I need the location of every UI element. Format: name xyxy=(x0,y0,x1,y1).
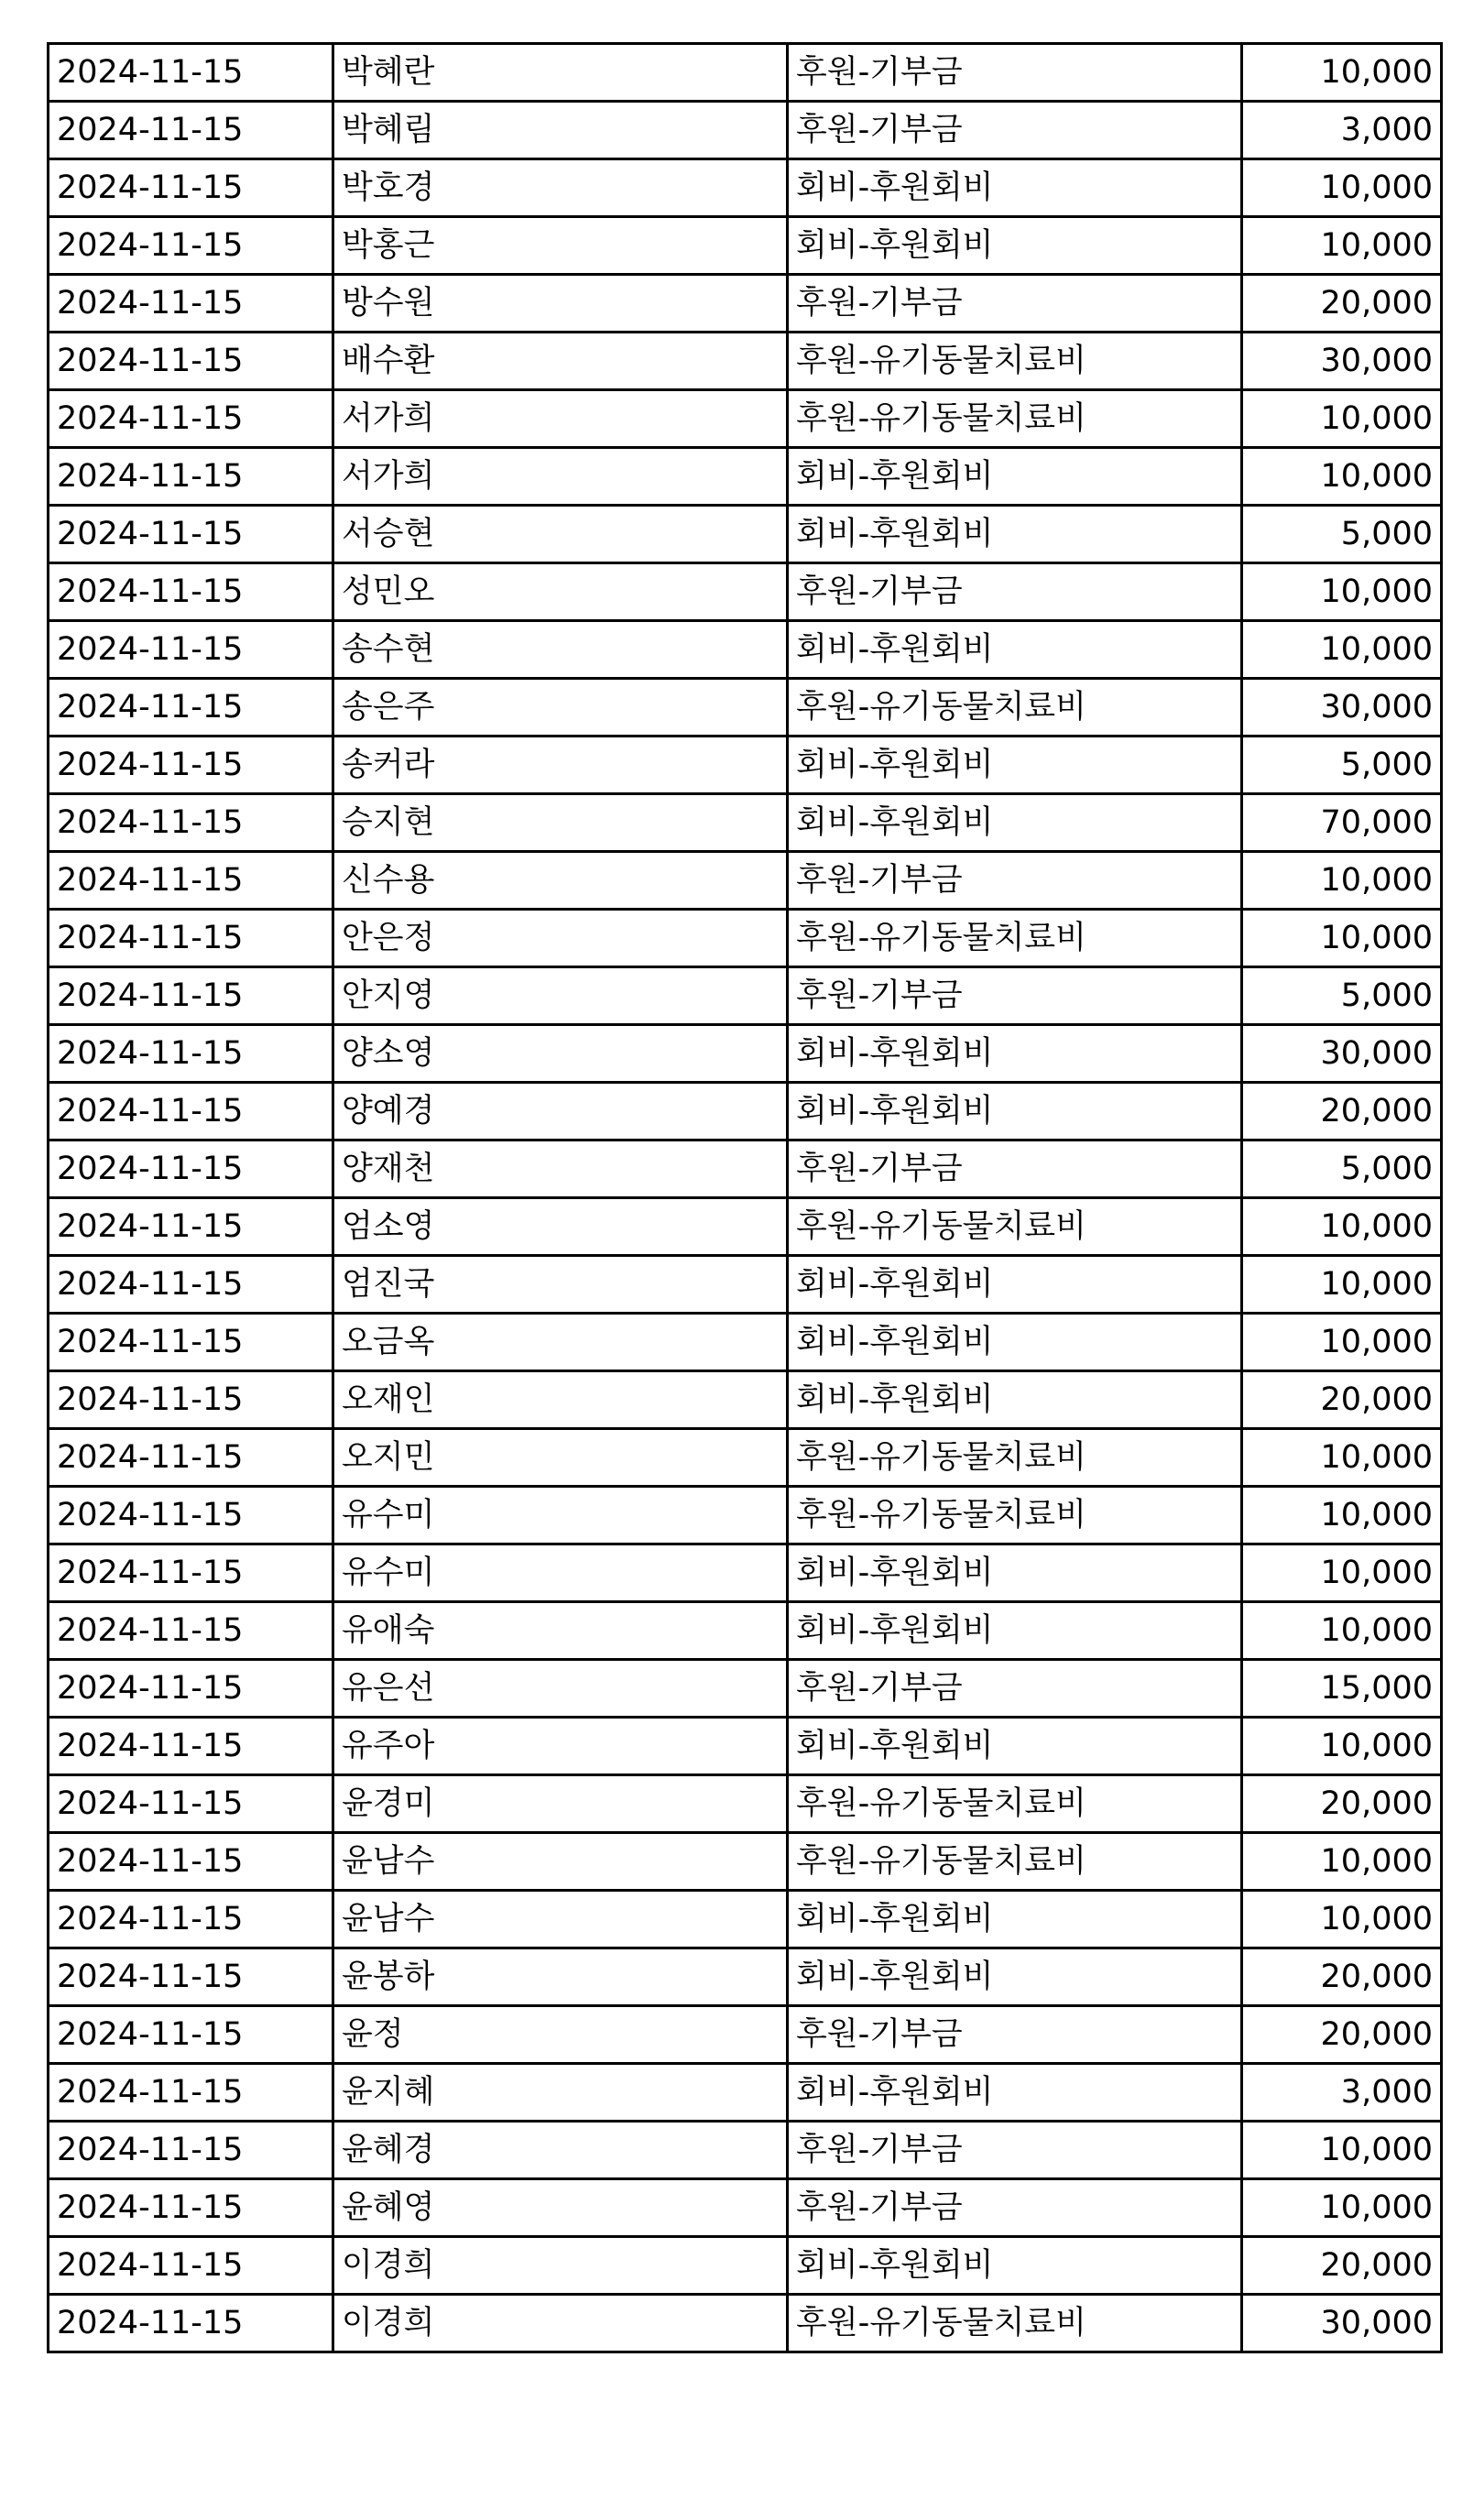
donor-name-cell: 송커라 xyxy=(333,737,788,794)
donor-name-cell: 오금옥 xyxy=(333,1314,788,1371)
donor-name-cell: 서승현 xyxy=(333,506,788,563)
date-cell: 2024-11-15 xyxy=(49,390,333,448)
amount-cell: 20,000 xyxy=(1242,1948,1442,2006)
category-cell: 회비-후원회비 xyxy=(788,448,1242,506)
date-cell: 2024-11-15 xyxy=(49,679,333,737)
amount-cell: 20,000 xyxy=(1242,2237,1442,2295)
category-cell: 회비-후원회비 xyxy=(788,217,1242,275)
donor-name-cell: 윤남수 xyxy=(333,1833,788,1891)
donor-name-cell: 윤정 xyxy=(333,2006,788,2064)
amount-cell: 10,000 xyxy=(1242,44,1442,102)
date-cell: 2024-11-15 xyxy=(49,621,333,679)
amount-cell: 70,000 xyxy=(1242,794,1442,852)
category-cell: 회비-후원회비 xyxy=(788,1718,1242,1775)
date-cell: 2024-11-15 xyxy=(49,1429,333,1487)
amount-cell: 10,000 xyxy=(1242,2179,1442,2237)
category-cell: 후원-기부금 xyxy=(788,44,1242,102)
table-row xyxy=(49,1314,1442,1371)
amount-cell: 5,000 xyxy=(1242,967,1442,1025)
category-cell: 후원-유기동물치료비 xyxy=(788,1775,1242,1833)
donor-name-cell: 유수미 xyxy=(333,1544,788,1602)
donor-name-cell: 박홍근 xyxy=(333,217,788,275)
amount-cell: 10,000 xyxy=(1242,852,1442,910)
date-cell: 2024-11-15 xyxy=(49,910,333,967)
date-cell: 2024-11-15 xyxy=(49,506,333,563)
date-cell: 2024-11-15 xyxy=(49,1487,333,1544)
date-cell: 2024-11-15 xyxy=(49,1948,333,2006)
amount-cell: 3,000 xyxy=(1242,102,1442,159)
donor-name-cell: 윤봉하 xyxy=(333,1948,788,2006)
table-row xyxy=(49,679,1442,737)
amount-cell: 30,000 xyxy=(1242,1025,1442,1083)
category-cell: 후원-유기동물치료비 xyxy=(788,390,1242,448)
category-cell: 후원-유기동물치료비 xyxy=(788,2295,1242,2352)
table-row xyxy=(49,1775,1442,1833)
amount-cell: 10,000 xyxy=(1242,563,1442,621)
category-cell: 회비-후원회비 xyxy=(788,1544,1242,1602)
amount-cell: 10,000 xyxy=(1242,390,1442,448)
table-row xyxy=(49,1371,1442,1429)
donor-name-cell: 오지민 xyxy=(333,1429,788,1487)
donor-name-cell: 서가희 xyxy=(333,448,788,506)
donor-name-cell: 박혜란 xyxy=(333,44,788,102)
donor-name-cell: 승지현 xyxy=(333,794,788,852)
amount-cell: 15,000 xyxy=(1242,1660,1442,1718)
category-cell: 회비-후원회비 xyxy=(788,1025,1242,1083)
table-row xyxy=(49,1948,1442,2006)
amount-cell: 30,000 xyxy=(1242,333,1442,390)
table-row xyxy=(49,1602,1442,1660)
amount-cell: 10,000 xyxy=(1242,621,1442,679)
category-cell: 회비-후원회비 xyxy=(788,1083,1242,1140)
donor-name-cell: 윤혜경 xyxy=(333,2122,788,2179)
table-row xyxy=(49,1891,1442,1948)
donor-name-cell: 배수환 xyxy=(333,333,788,390)
amount-cell: 10,000 xyxy=(1242,1429,1442,1487)
table-row xyxy=(49,44,1442,102)
donor-name-cell: 윤남수 xyxy=(333,1891,788,1948)
donor-name-cell: 윤혜영 xyxy=(333,2179,788,2237)
table-row xyxy=(49,448,1442,506)
amount-cell: 10,000 xyxy=(1242,217,1442,275)
donor-name-cell: 이경희 xyxy=(333,2237,788,2295)
table-row xyxy=(49,217,1442,275)
category-cell: 회비-후원회비 xyxy=(788,159,1242,217)
table-row xyxy=(49,2122,1442,2179)
category-cell: 회비-후원회비 xyxy=(788,2064,1242,2122)
table-row xyxy=(49,1487,1442,1544)
date-cell: 2024-11-15 xyxy=(49,333,333,390)
table-row xyxy=(49,2295,1442,2352)
table-row xyxy=(49,910,1442,967)
category-cell: 후원-기부금 xyxy=(788,2006,1242,2064)
donor-name-cell: 양예경 xyxy=(333,1083,788,1140)
amount-cell: 3,000 xyxy=(1242,2064,1442,2122)
amount-cell: 10,000 xyxy=(1242,1198,1442,1256)
date-cell: 2024-11-15 xyxy=(49,44,333,102)
table-row xyxy=(49,852,1442,910)
category-cell: 회비-후원회비 xyxy=(788,1256,1242,1314)
amount-cell: 30,000 xyxy=(1242,679,1442,737)
table-row xyxy=(49,621,1442,679)
category-cell: 후원-유기동물치료비 xyxy=(788,910,1242,967)
amount-cell: 20,000 xyxy=(1242,2006,1442,2064)
date-cell: 2024-11-15 xyxy=(49,448,333,506)
amount-cell: 10,000 xyxy=(1242,910,1442,967)
date-cell: 2024-11-15 xyxy=(49,563,333,621)
table-row xyxy=(49,275,1442,333)
donor-name-cell: 송수현 xyxy=(333,621,788,679)
donor-name-cell: 신수용 xyxy=(333,852,788,910)
category-cell: 회비-후원회비 xyxy=(788,1948,1242,2006)
table-row xyxy=(49,1083,1442,1140)
amount-cell: 20,000 xyxy=(1242,1775,1442,1833)
category-cell: 후원-유기동물치료비 xyxy=(788,1833,1242,1891)
table-row xyxy=(49,1140,1442,1198)
category-cell: 회비-후원회비 xyxy=(788,794,1242,852)
amount-cell: 10,000 xyxy=(1242,1487,1442,1544)
category-cell: 회비-후원회비 xyxy=(788,621,1242,679)
date-cell: 2024-11-15 xyxy=(49,1314,333,1371)
table-row xyxy=(49,102,1442,159)
category-cell: 후원-유기동물치료비 xyxy=(788,1198,1242,1256)
category-cell: 후원-기부금 xyxy=(788,102,1242,159)
category-cell: 후원-유기동물치료비 xyxy=(788,679,1242,737)
amount-cell: 5,000 xyxy=(1242,1140,1442,1198)
category-cell: 회비-후원회비 xyxy=(788,2237,1242,2295)
date-cell: 2024-11-15 xyxy=(49,1602,333,1660)
category-cell: 회비-후원회비 xyxy=(788,506,1242,563)
amount-cell: 20,000 xyxy=(1242,1083,1442,1140)
table-row xyxy=(49,390,1442,448)
date-cell: 2024-11-15 xyxy=(49,1198,333,1256)
donor-name-cell: 송은주 xyxy=(333,679,788,737)
donor-name-cell: 엄소영 xyxy=(333,1198,788,1256)
date-cell: 2024-11-15 xyxy=(49,1660,333,1718)
donor-name-cell: 윤지혜 xyxy=(333,2064,788,2122)
amount-cell: 30,000 xyxy=(1242,2295,1442,2352)
donor-name-cell: 박호경 xyxy=(333,159,788,217)
table-row xyxy=(49,159,1442,217)
amount-cell: 20,000 xyxy=(1242,275,1442,333)
category-cell: 후원-유기동물치료비 xyxy=(788,1487,1242,1544)
date-cell: 2024-11-15 xyxy=(49,275,333,333)
date-cell: 2024-11-15 xyxy=(49,852,333,910)
donor-name-cell: 유은선 xyxy=(333,1660,788,1718)
amount-cell: 10,000 xyxy=(1242,159,1442,217)
table-row xyxy=(49,737,1442,794)
table-row xyxy=(49,1660,1442,1718)
donor-name-cell: 엄진국 xyxy=(333,1256,788,1314)
donor-name-cell: 방수원 xyxy=(333,275,788,333)
amount-cell: 10,000 xyxy=(1242,448,1442,506)
date-cell: 2024-11-15 xyxy=(49,1891,333,1948)
amount-cell: 5,000 xyxy=(1242,506,1442,563)
category-cell: 후원-기부금 xyxy=(788,2122,1242,2179)
amount-cell: 5,000 xyxy=(1242,737,1442,794)
date-cell: 2024-11-15 xyxy=(49,2237,333,2295)
donation-ledger-table xyxy=(47,42,1443,2353)
date-cell: 2024-11-15 xyxy=(49,1140,333,1198)
date-cell: 2024-11-15 xyxy=(49,967,333,1025)
donor-name-cell: 양재천 xyxy=(333,1140,788,1198)
category-cell: 후원-기부금 xyxy=(788,563,1242,621)
category-cell: 후원-기부금 xyxy=(788,2179,1242,2237)
table-row xyxy=(49,2064,1442,2122)
date-cell: 2024-11-15 xyxy=(49,2006,333,2064)
category-cell: 후원-기부금 xyxy=(788,967,1242,1025)
date-cell: 2024-11-15 xyxy=(49,2064,333,2122)
amount-cell: 10,000 xyxy=(1242,1891,1442,1948)
category-cell: 후원-유기동물치료비 xyxy=(788,1429,1242,1487)
amount-cell: 10,000 xyxy=(1242,1718,1442,1775)
date-cell: 2024-11-15 xyxy=(49,1718,333,1775)
date-cell: 2024-11-15 xyxy=(49,1083,333,1140)
category-cell: 후원-기부금 xyxy=(788,852,1242,910)
amount-cell: 10,000 xyxy=(1242,1544,1442,1602)
amount-cell: 10,000 xyxy=(1242,2122,1442,2179)
category-cell: 후원-기부금 xyxy=(788,1140,1242,1198)
donor-name-cell: 윤경미 xyxy=(333,1775,788,1833)
amount-cell: 20,000 xyxy=(1242,1371,1442,1429)
amount-cell: 10,000 xyxy=(1242,1602,1442,1660)
date-cell: 2024-11-15 xyxy=(49,2295,333,2352)
amount-cell: 10,000 xyxy=(1242,1314,1442,1371)
category-cell: 후원-유기동물치료비 xyxy=(788,333,1242,390)
date-cell: 2024-11-15 xyxy=(49,217,333,275)
table-row xyxy=(49,794,1442,852)
table-row xyxy=(49,1256,1442,1314)
date-cell: 2024-11-15 xyxy=(49,102,333,159)
date-cell: 2024-11-15 xyxy=(49,1025,333,1083)
date-cell: 2024-11-15 xyxy=(49,1833,333,1891)
category-cell: 회비-후원회비 xyxy=(788,1314,1242,1371)
date-cell: 2024-11-15 xyxy=(49,1544,333,1602)
ledger-body xyxy=(49,44,1442,2352)
category-cell: 후원-기부금 xyxy=(788,275,1242,333)
table-row xyxy=(49,1544,1442,1602)
donor-name-cell: 성민오 xyxy=(333,563,788,621)
date-cell: 2024-11-15 xyxy=(49,1775,333,1833)
table-row xyxy=(49,1718,1442,1775)
category-cell: 회비-후원회비 xyxy=(788,1602,1242,1660)
donor-name-cell: 유애숙 xyxy=(333,1602,788,1660)
table-row xyxy=(49,1833,1442,1891)
date-cell: 2024-11-15 xyxy=(49,2179,333,2237)
donor-name-cell: 박혜림 xyxy=(333,102,788,159)
donor-name-cell: 양소영 xyxy=(333,1025,788,1083)
date-cell: 2024-11-15 xyxy=(49,794,333,852)
table-row xyxy=(49,2237,1442,2295)
donor-name-cell: 오재인 xyxy=(333,1371,788,1429)
date-cell: 2024-11-15 xyxy=(49,1371,333,1429)
category-cell: 회비-후원회비 xyxy=(788,737,1242,794)
date-cell: 2024-11-15 xyxy=(49,159,333,217)
donor-name-cell: 서가희 xyxy=(333,390,788,448)
date-cell: 2024-11-15 xyxy=(49,2122,333,2179)
date-cell: 2024-11-15 xyxy=(49,737,333,794)
table-row xyxy=(49,506,1442,563)
category-cell: 회비-후원회비 xyxy=(788,1371,1242,1429)
amount-cell: 10,000 xyxy=(1242,1833,1442,1891)
table-row xyxy=(49,2179,1442,2237)
date-cell: 2024-11-15 xyxy=(49,1256,333,1314)
table-row xyxy=(49,563,1442,621)
amount-cell: 10,000 xyxy=(1242,1256,1442,1314)
category-cell: 회비-후원회비 xyxy=(788,1891,1242,1948)
category-cell: 후원-기부금 xyxy=(788,1660,1242,1718)
table-row xyxy=(49,1025,1442,1083)
table-row xyxy=(49,2006,1442,2064)
donor-name-cell: 안지영 xyxy=(333,967,788,1025)
table-row xyxy=(49,1429,1442,1487)
donor-name-cell: 이경희 xyxy=(333,2295,788,2352)
donor-name-cell: 유주아 xyxy=(333,1718,788,1775)
donor-name-cell: 안은정 xyxy=(333,910,788,967)
table-row xyxy=(49,967,1442,1025)
donor-name-cell: 유수미 xyxy=(333,1487,788,1544)
table-row xyxy=(49,1198,1442,1256)
table-row xyxy=(49,333,1442,390)
